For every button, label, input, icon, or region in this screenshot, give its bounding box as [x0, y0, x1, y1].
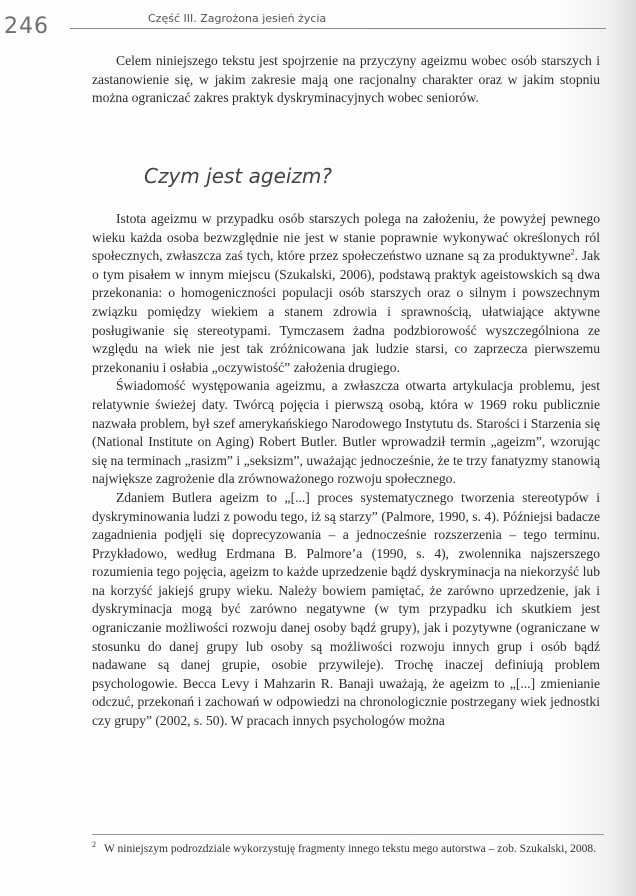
footnote [92, 842, 600, 858]
paragraph-3: Zdaniem Butlera ageizm to „[...] proces systematycznego tworzenia stereotypów i dyskryminowania ludzi z powodu tego, iż są starzy” (Palmore, 1990, s. 4). Późniejsi badacze zagadnienia podjęli się doprecyzowania – a jednocześnie rozszerzenia – tego terminu. Przykładowo, według Erdmana B. Palmore’a (1990, s. 4), zwolennika najszerszego rozumienia tego pojęcia, ageizm to każde uprzedzenie bądź dyskryminacja na niekorzyść lub na korzyść jakiejś grupy wieku. Należy bowiem pamiętać, że zarówno uprzedzenie, jak i dyskryminacja mogą być zarówno negatywne (w tym przypadku ich skutkiem jest ograniczanie możliwości rozwoju danej osoby bądź grupy), jak i pozytywne (ograniczane w stosunku do danej grupy lub osoby są możliwości rozwoju innych grup i osób bądź nadawane są danej grupie, osobie przywileje). Trochę inaczej definiują problem psychologowie. Becca Levy i Mahzarin R. Banaji uważają, że ageizm to „[...] zmienianie odczuć, przekonań i zachowań w odpowiedzi na chronologicznie postrzegany wiek jednostki czy grupy” (2002, s. 50). W pracach innych psychologów można [92, 489, 600, 729]
paragraph-1 [92, 210, 600, 377]
page-number: 246 [4, 14, 49, 39]
paragraph-2: Świadomość występowania ageizmu, a zwłaszcza otwarta artykulacja problemu, jest relatywnie świeżej daty. Twórcą pojęcia i pierwszą osobą, która w 1969 roku publicznie nazwała problem, był szef amerykańskiego Narodowego Instytutu ds. Starości i Starzenia się (National Institute on Aging) Robert Butler. Butler wprowadził termin „ageizm”, wzorując się na terminach „rasizm” i „seksizm”, uważając jednocześnie, że te trzy fanatyzmy stanowią największe zagrożenie dla zrównoważonego rozwoju społecznego. [92, 378, 600, 487]
paragraph-1-part-1: Istota ageizmu w przypadku osób starszych polega na założeniu, że powyżej pewnego wieku każda osoba bezwzględnie nie jest w stanie poprawnie wykonywać określonych ról społecznych, zwłaszcza zaś tych, które przez społeczeństwo uznane są za produktywne [92, 211, 600, 264]
header-rule [70, 28, 606, 29]
footnote-rule [92, 834, 604, 835]
paragraph-1-part-2: . Jak o tym pisałem w innym miejscu (Szukalski, 2006), podstawą praktyk ageistowskich są dwa przekonania: o homogeniczności populacji osób starszych oraz o silnym i powszechnym związku pomiędzy wiekiem a stanem zdrowia i sprawnością, ułatwiające aktywne posługiwanie się stereotypami. Tymczasem żadna podzbiorowość wyszczególniona ze względu na wiek nie jest tak zróżnicowana jak ludzie starsi, co zaprzecza pierwszemu przekonaniu i osłabia „oczywistość” założenia drugiego. [92, 248, 600, 375]
footnote-text: W niniejszym podrozdziale wykorzystuję fragmenty innego tekstu mego autorstwa – zob. Szukalski, 2008. [104, 843, 596, 855]
footnote-mark: 2 [92, 840, 96, 850]
intro-paragraph: Celem niniejszego tekstu jest spojrzenie na przyczyny ageizmu wobec osób starszych i zastanowienie się, w jakim zakresie mają one racjonalny charakter oraz w jakim stopniu można ograniczać zakres praktyk dyskryminacyjnych wobec seniorów. [92, 53, 600, 106]
section-heading: Czym jest ageizm? [144, 164, 333, 188]
main-body [92, 210, 600, 731]
running-head: Część III. Zagrożona jesień życia [148, 12, 327, 25]
footnote-ref: 2 [570, 247, 575, 257]
intro-block [92, 52, 600, 108]
